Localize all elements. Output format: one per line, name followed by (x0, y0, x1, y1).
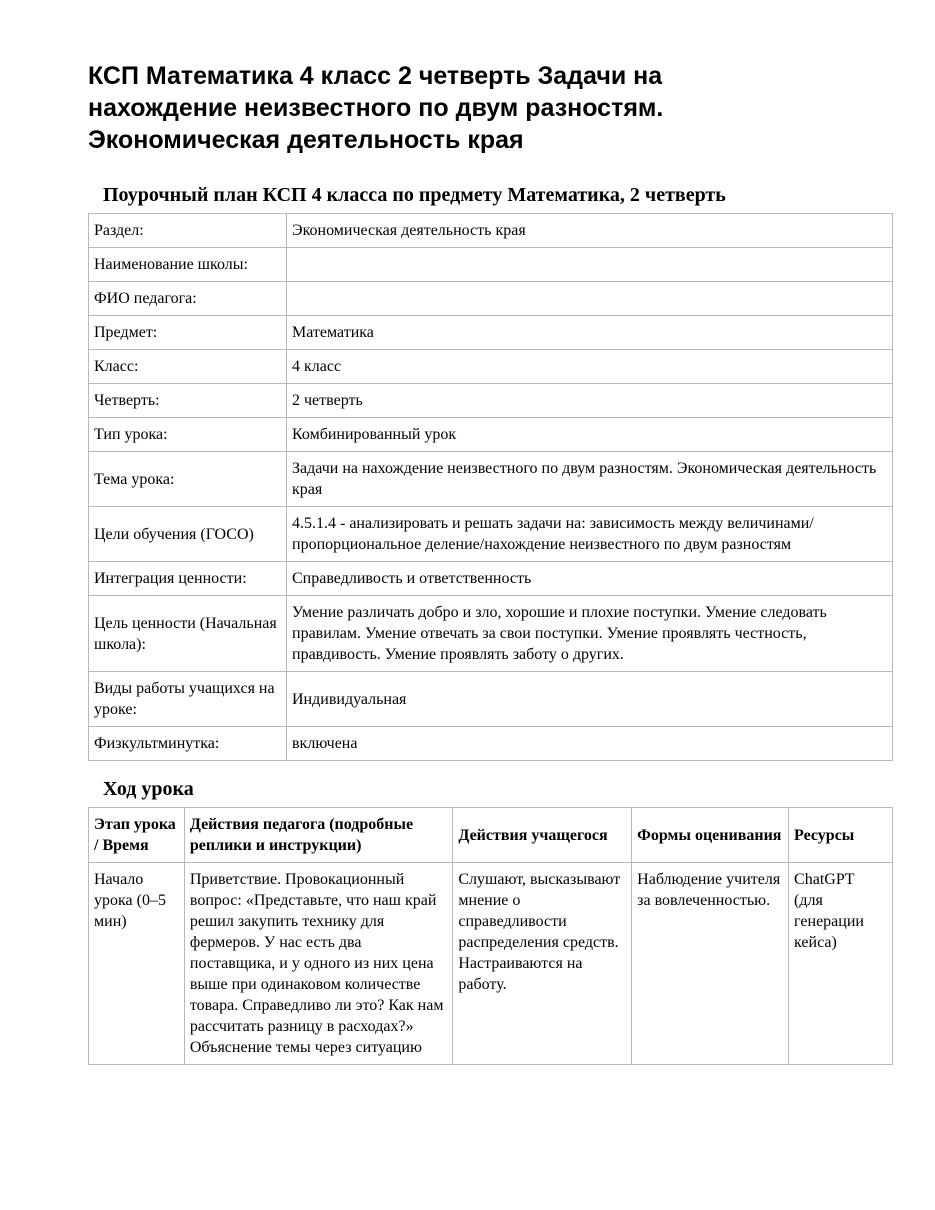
info-value: Экономическая деятельность края (287, 214, 893, 248)
table-row (89, 214, 893, 248)
table-cell: Начало урока (0–5 мин) (89, 863, 185, 1065)
column-header: Формы оценивания (632, 808, 789, 863)
course-heading: Ход урока (103, 778, 194, 800)
lesson-course-table (88, 807, 893, 1065)
info-label: Цель ценности (Начальная школа): (89, 596, 287, 672)
info-value: 4.5.1.4 - анализировать и решать задачи на: зависимость между величинами/ пропорциональное деление/нахождение неизвестного по двум разностям (287, 507, 893, 562)
info-label: Четверть: (89, 384, 287, 418)
info-label: ФИО педагога: (89, 282, 287, 316)
table-cell: Слушают, высказывают мнение о справедливости распределения средств. Настраиваются на работу. (453, 863, 632, 1065)
table-header-row (89, 808, 893, 863)
table-row (89, 350, 893, 384)
info-label: Физкультминутка: (89, 727, 287, 761)
lesson-info-table (88, 213, 893, 761)
table-row (89, 596, 893, 672)
table-row (89, 248, 893, 282)
table-row (89, 562, 893, 596)
info-value: 4 класс (287, 350, 893, 384)
table-row (89, 418, 893, 452)
info-label: Тип урока: (89, 418, 287, 452)
info-value (287, 248, 893, 282)
info-value: 2 четверть (287, 384, 893, 418)
document-page (88, 60, 893, 1065)
column-header: Действия педагога (подробные реплики и инструкции) (184, 808, 453, 863)
plan-heading: Поурочный план КСП 4 класса по предмету Математика, 2 четверть (103, 184, 726, 206)
info-label: Виды работы учащихся на уроке: (89, 672, 287, 727)
info-value: Умение различать добро и зло, хорошие и плохие поступки. Умение следовать правилам. Умение отвечать за свои поступки. Умение проявлять честность, правдивость. Умение проявлять заботу о других. (287, 596, 893, 672)
info-label: Раздел: (89, 214, 287, 248)
table-row (89, 384, 893, 418)
table-row (89, 282, 893, 316)
table-row (89, 672, 893, 727)
table-row (89, 507, 893, 562)
table-row (89, 863, 893, 1065)
column-header: Этап урока / Время (89, 808, 185, 863)
info-label: Тема урока: (89, 452, 287, 507)
column-header: Ресурсы (789, 808, 893, 863)
table-cell: Приветствие. Провокационный вопрос: «Представьте, что наш край решил закупить технику для фермеров. У нас есть два поставщика, и у одного из них цена выше при одинаковом количестве товара. Справедливо ли это? Как нам рассчитать разницу в расходах?» Объяснение темы через ситуацию (184, 863, 453, 1065)
info-value: Индивидуальная (287, 672, 893, 727)
info-label: Цели обучения (ГОСО) (89, 507, 287, 562)
table-row (89, 727, 893, 761)
info-label: Наименование школы: (89, 248, 287, 282)
table-row (89, 316, 893, 350)
table-cell: ChatGPT (для генерации кейса) (789, 863, 893, 1065)
info-label: Предмет: (89, 316, 287, 350)
info-value: Математика (287, 316, 893, 350)
info-value: Справедливость и ответственность (287, 562, 893, 596)
info-label: Интеграция ценности: (89, 562, 287, 596)
info-value (287, 282, 893, 316)
column-header: Действия учащегося (453, 808, 632, 863)
info-label: Класс: (89, 350, 287, 384)
table-cell: Наблюдение учителя за вовлеченностью. (632, 863, 789, 1065)
info-value: Задачи на нахождение неизвестного по двум разностям. Экономическая деятельность края (287, 452, 893, 507)
info-value: Комбинированный урок (287, 418, 893, 452)
info-value: включена (287, 727, 893, 761)
page-title: КСП Математика 4 класс 2 четверть Задачи на нахождение неизвестного по двум разностям. Экономическая деятельность края (88, 62, 664, 154)
table-row (89, 452, 893, 507)
